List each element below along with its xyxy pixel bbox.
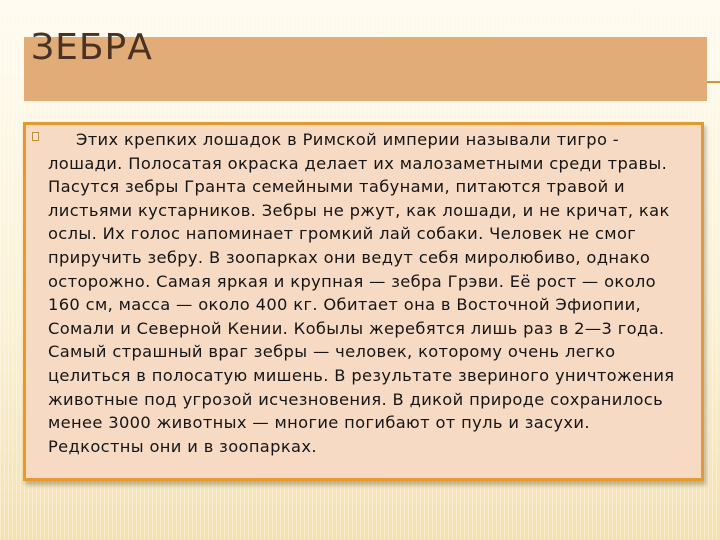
title-accent-line	[707, 81, 720, 83]
slide-title[interactable]: ЗЕБРА	[31, 27, 153, 68]
body-text[interactable]: Этих крепких лошадок в Римской империи называли тигро - лошади. Полосатая окраска делает их малозаметными среди травы. Пасутся зебры Гранта семейными табунами, питаются травой и листьями кустарников. Зебры не ржут, как лошади, и не кричат, как ослы. Их голос напоминает громкий лай собаки. Человек не смог приручить зебру. В зоопарках они ведут себя миролюбиво, однако осторожно. Самая яркая и крупная — зебра Грэви. Её рост — около 160 см, масса — около 400 кг. Обитает она в Восточной Эфиопии, Сомали и Северной Кении. Кобылы жеребятся лишь раз в 2—3 года. Самый страшный враг зебры — человек, которому очень легко целиться в полосатую мишень. В результате звериного уничтожения животные под угрозой исчезновения. В дикой природе сохранилось менее 3000 животных — многие погибают от пуль и засухи. Редкостны они и в зоопарках.	[48, 130, 675, 456]
square-bullet-icon	[32, 132, 39, 141]
content-box[interactable]	[23, 122, 704, 481]
